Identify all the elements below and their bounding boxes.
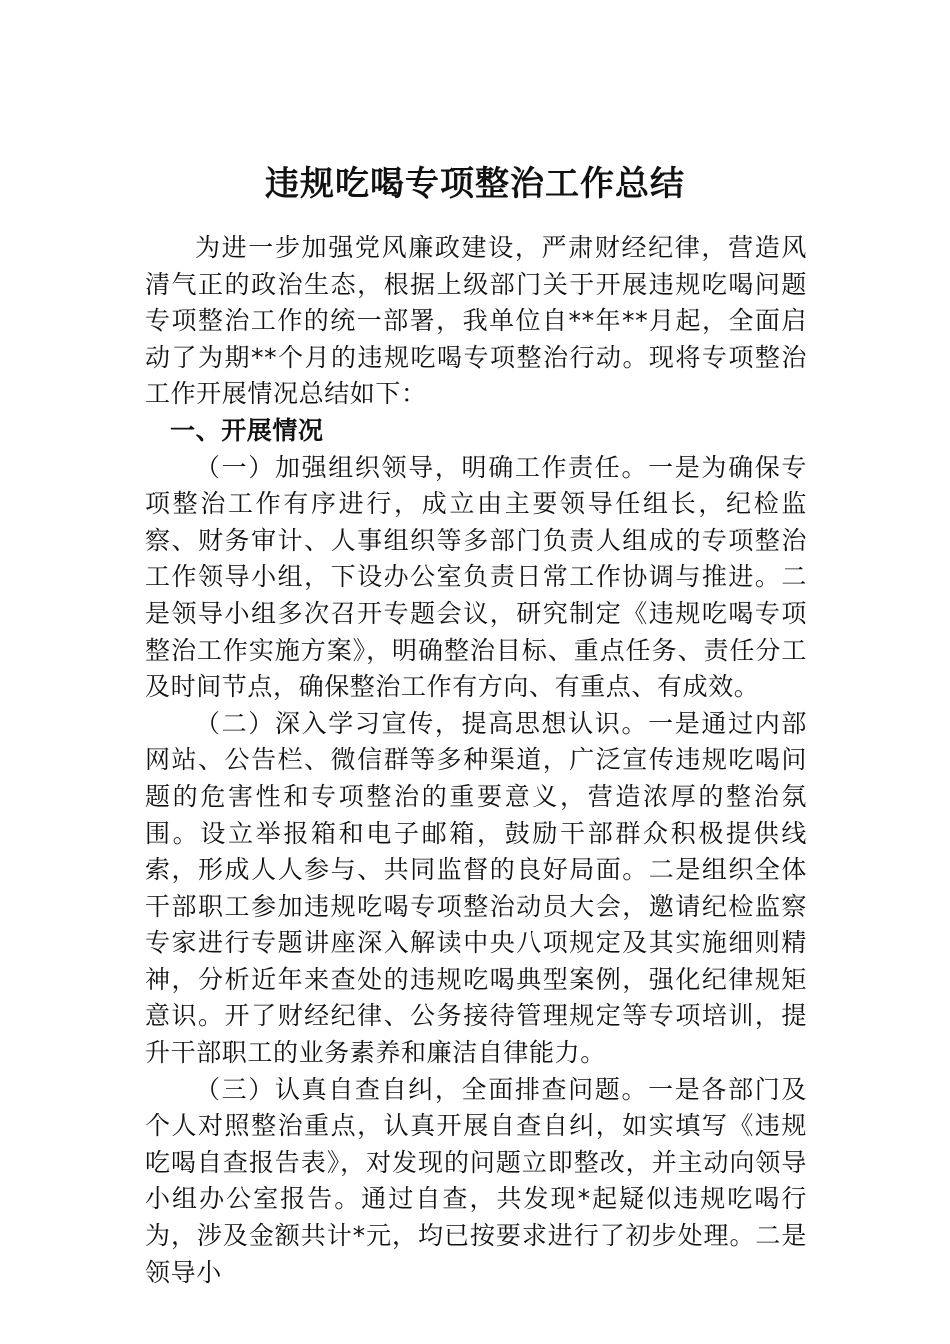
section-heading-1: 一、开展情况 [170, 415, 324, 445]
item-paragraph-1 [145, 450, 807, 706]
item-paragraph-3 [145, 1072, 807, 1292]
intro-paragraph: 为进一步加强党风廉政建设，严肃财经纪律，营造风清气正的政治生态，根据上级部门关于开展违规吃喝问题专项整治工作的统一部署，我单位自**年**月起，全面启动了为期**个月的违规吃喝专项整治行动。现将专项整治工作开展情况总结如下： [145, 233, 807, 409]
item-text-2: 一是通过内部网站、公告栏、微信群等多种渠道，广泛宣传违规吃喝问题的危害性和专项整治的重要意义，营造浓厚的整治氛围。设立举报箱和电子邮箱，鼓励干部群众积极提供线索，形成人人参与、共同监督的良好局面。二是组织全体干部职工参加违规吃喝专项整治动员大会，邀请纪检监察专家进行专题讲座深入解读中央八项规定及其实施细则精神，分析近年来查处的违规吃喝典型案例，强化纪律规矩意识。开了财经纪律、公务接待管理规定等专项培训，提升干部职工的业务素养和廉洁自律能力。 [145, 708, 807, 1068]
item-lead-3: （三）认真自查自纠，全面排查问题。 [195, 1074, 649, 1104]
item-text-1: 一是为确保专项整治工作有序进行，成立由主要领导任组长，纪检监察、财务审计、人事组织等多部门负责人组成的专项整治工作领导小组，下设办公室负责日常工作协调与推进。二是领导小组多次召开专题会议，研究制定《违规吃喝专项整治工作实施方案》，明确整治目标、重点任务、责任分工及时间节点，确保整治工作有方向、有重点、有成效。 [145, 452, 807, 702]
item-paragraph-2 [145, 706, 807, 1072]
document-body [145, 230, 807, 1291]
item-text-3: 一是各部门及个人对照整治重点，认真开展自查自纠，如实填写《违规吃喝自查报告表》，对发现的问题立即整改，并主动向领导小组办公室报告。通过自查，共发现*起疑似违规吃喝行为，涉及金额共计*元，均已按要求进行了初步处理。二是领导小 [145, 1074, 807, 1287]
item-lead-1: （一）加强组织领导，明确工作责任。 [195, 452, 649, 482]
document-title: 违规吃喝专项整治工作总结 [265, 164, 685, 204]
item-lead-2: （二）深入学习宣传，提高思想认识。 [195, 708, 649, 738]
